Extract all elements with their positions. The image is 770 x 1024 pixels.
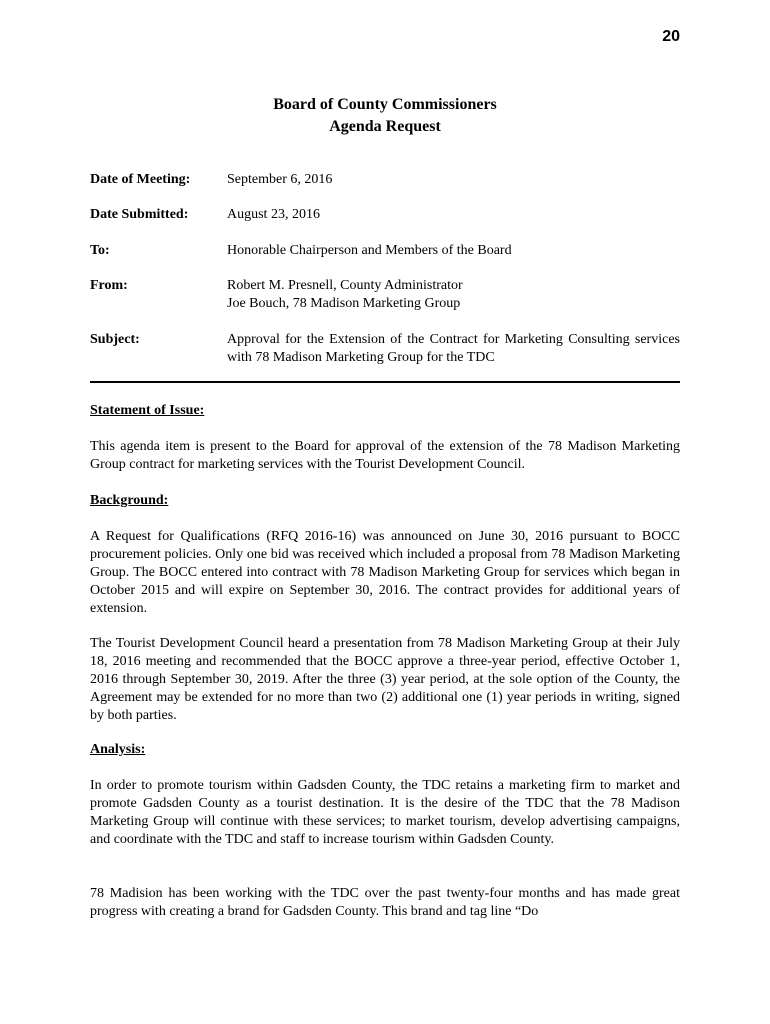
from-value-line1: Robert M. Presnell, County Administrator — [227, 278, 463, 293]
analysis-paragraph-2: 78 Madision has been working with the TDC over the past twenty-four months and has made great progress with creating a brand for Gadsden County. This brand and tag line “Do — [90, 886, 680, 919]
subject-value: Approval for the Extension of the Contract for Marketing Consulting services with 78 Madison Marketing Group for the TDC — [227, 332, 680, 365]
date-of-meeting-value: September 6, 2016 — [227, 172, 333, 187]
header-title: Board of County Commissioners — [273, 96, 497, 113]
analysis-heading: Analysis: — [90, 742, 146, 757]
from-label: From: — [90, 278, 128, 293]
header-subtitle: Agenda Request — [329, 118, 441, 135]
subject-label: Subject: — [90, 332, 140, 347]
statement-body: This agenda item is present to the Board for approval of the extension of the 78 Madison Marketing Group contract for marketing services with the Tourist Development Council. — [90, 439, 680, 472]
from-value-line2: Joe Bouch, 78 Madison Marketing Group — [227, 296, 461, 311]
statement-heading: Statement of Issue: — [90, 403, 205, 418]
background-paragraph-1: A Request for Qualifications (RFQ 2016-16) was announced on June 30, 2016 pursuant to BOCC procurement policies. Only one bid was received which included a proposal from 78 Madison Marketing Group. The BOCC entered into contract with 78 Madison Marketing Group for services which began in October 2015 and will expire on September 30, 2016. The contract provides for additional years of extension. — [90, 529, 680, 616]
header-divider — [90, 381, 680, 383]
date-of-meeting-label: Date of Meeting: — [90, 172, 191, 187]
page-number: 20 — [662, 28, 680, 45]
from-value — [227, 277, 680, 313]
background-heading: Background: — [90, 493, 169, 508]
background-paragraph-2: The Tourist Development Council heard a presentation from 78 Madison Marketing Group at their July 18, 2016 meeting and recommended that the BOCC approve a three-year period, effective October 1, 2016 through September 30, 2019. After the three (3) year period, at the sole option of the County, the Agreement may be extended for no more than two (2) additional one (1) year periods in writing, signed by both parties. — [90, 636, 680, 723]
document-header — [90, 94, 680, 138]
to-label: To: — [90, 243, 110, 258]
date-submitted-label: Date Submitted: — [90, 207, 189, 222]
analysis-paragraph-1: In order to promote tourism within Gadsden County, the TDC retains a marketing firm to market and promote Gadsden County as a tourist destination. It is the desire of the TDC that the 78 Madison Marketing Group will continue with these services; to market tourism, develop advertising campaigns, and coordinate with the TDC and staff to increase tourism within Gadsden County. — [90, 778, 680, 847]
date-submitted-value: August 23, 2016 — [227, 207, 320, 222]
to-value: Honorable Chairperson and Members of the Board — [227, 243, 512, 258]
